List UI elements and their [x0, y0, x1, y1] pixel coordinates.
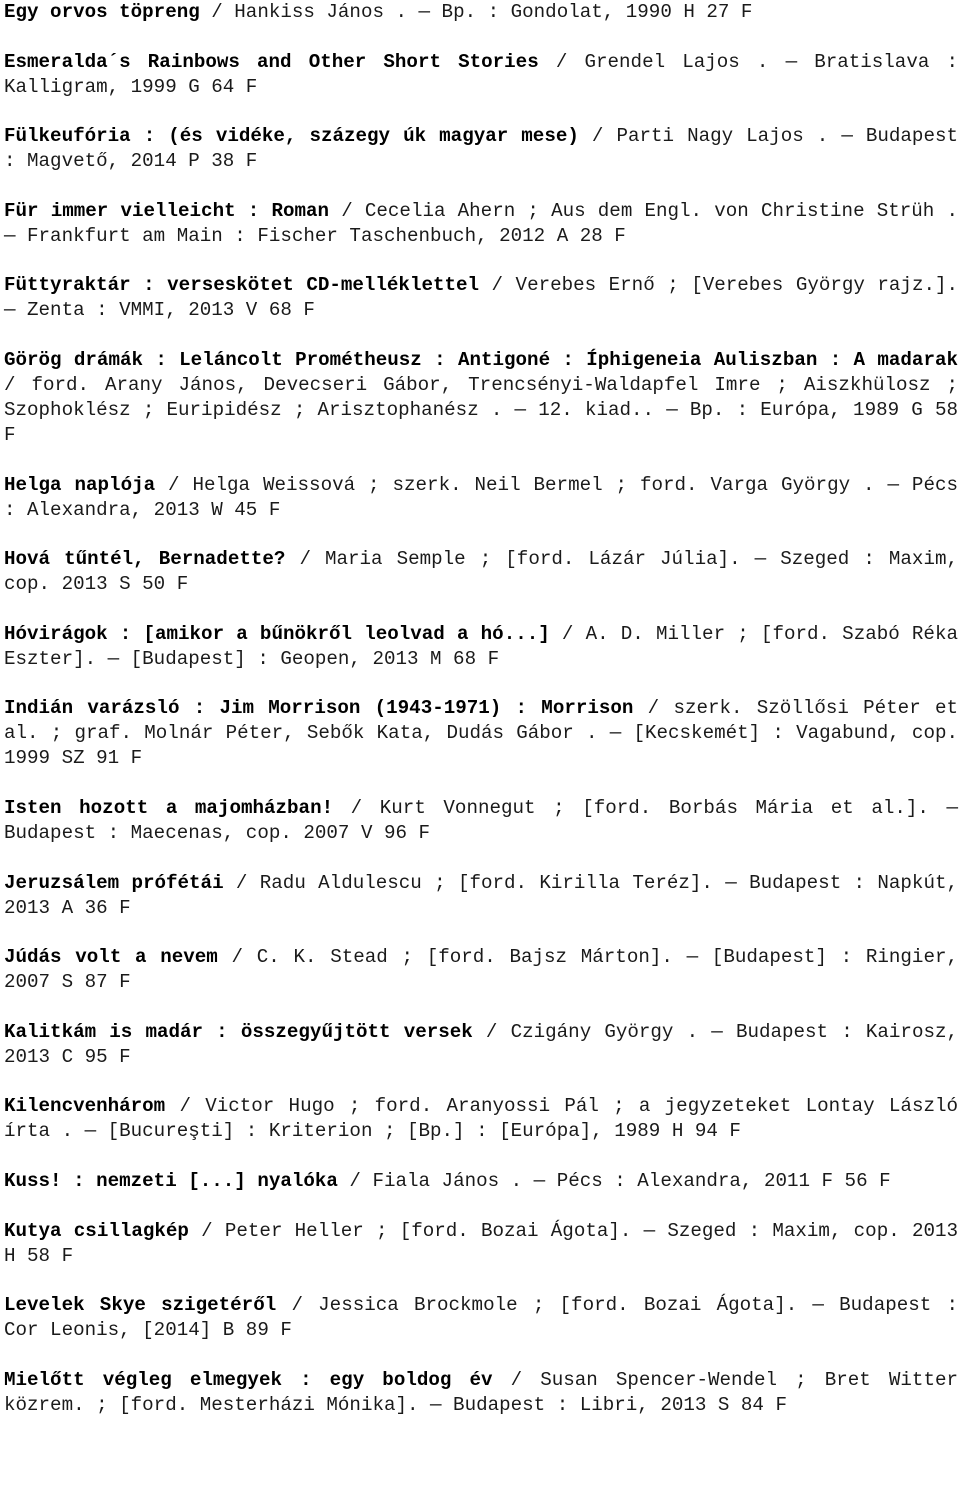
catalog-entry — [4, 696, 958, 771]
entry-title: Júdás volt a nevem — [4, 946, 218, 969]
entry-title: Fülkeufória : (és vidéke, százegy úk magyar mese) — [4, 125, 579, 148]
catalog-entry — [4, 945, 958, 995]
catalog-entry — [4, 50, 958, 100]
entry-title: Esmeralda´s Rainbows and Other Short Stories — [4, 50, 539, 73]
entry-details: / ford. Arany János, Devecseri Gábor, Trencsényi-Waldapfel Imre ; Aiszkhülosz ; Szophoklész ; Euripidész ; Arisztophanész . — 12. kiad.. — Bp. : Európa, 1989 G 58 F — [4, 373, 958, 446]
entry-details: / Kurt Vonnegut ; [ford. Borbás Mária et al.]. — Budapest : Maecenas, cop. 2007 V 96 F — [4, 796, 958, 844]
catalog-entry — [4, 1219, 958, 1269]
entry-details: / Fiala János . — Pécs : Alexandra, 2011 F 56 F — [337, 1169, 891, 1192]
entry-title: Isten hozott a majomházban! — [4, 796, 334, 819]
entry-details: / Susan Spencer-Wendel ; Bret Witter közrem. ; [ford. Mesterházi Mónika]. — Budapest : Libri, 2013 S 84 F — [4, 1368, 958, 1416]
entry-details: / C. K. Stead ; [ford. Bajsz Márton]. — [Budapest] : Ringier, 2007 S 87 F — [4, 946, 958, 994]
entry-details: / Cecelia Ahern ; Aus dem Engl. von Christine Strüh . — Frankfurt am Main : Fischer Taschenbuch, 2012 A 28 F — [4, 199, 959, 247]
catalog-entry — [4, 547, 958, 597]
catalog-entry — [4, 871, 958, 921]
entry-title: Jeruzsálem prófétái — [4, 871, 224, 894]
entry-title: Füttyraktár : verseskötet CD-melléklettel — [4, 274, 480, 297]
entry-title: Indián varázsló : Jim Morrison (1943-1971) : Morrison — [4, 697, 634, 720]
catalog-entry — [4, 1293, 958, 1343]
entry-details: / Maria Semple ; [ford. Lázár Júlia]. — Szeged : Maxim, cop. 2013 S 50 F — [4, 548, 958, 596]
entry-title: Kuss! : nemzeti [...] nyalóka — [4, 1169, 338, 1192]
entry-title: Mielőtt végleg elmegyek : egy boldog év — [4, 1368, 493, 1391]
entry-title: Levelek Skye szigetéről — [4, 1294, 277, 1317]
entry-title: Kalitkám is madár : összegyűjtött versek — [4, 1020, 473, 1043]
entry-details: / Grendel Lajos . — Bratislava : Kalligram, 1999 G 64 F — [4, 50, 958, 98]
entry-details: / Radu Aldulescu ; [ford. Kirilla Teréz]. — Budapest : Napkút, 2013 A 36 F — [4, 871, 958, 919]
entry-details: / Parti Nagy Lajos . — Budapest : Magvető, 2014 P 38 F — [4, 125, 958, 173]
catalog-entry — [4, 1368, 958, 1418]
entry-title: Kilencvenhárom — [4, 1095, 166, 1118]
entry-details: / Helga Weissová ; szerk. Neil Bermel ; ford. Varga György . — Pécs : Alexandra, 2013 W 45 F — [4, 473, 958, 521]
catalog-page — [4, 0, 958, 1442]
entry-title: Helga naplója — [4, 473, 156, 496]
entry-details: / Verebes Ernő ; [Verebes György rajz.]. — Zenta : VMMI, 2013 V 68 F — [4, 274, 959, 322]
catalog-entry — [4, 1169, 958, 1194]
entry-title: Hóvirágok : [amikor a bűnökről leolvad a hó...] — [4, 622, 550, 645]
entry-title: Kutya csillagkép — [4, 1219, 189, 1242]
entry-details: / Czigány György . — Budapest : Kairosz, 2013 C 95 F — [4, 1020, 958, 1068]
entry-details: / Peter Heller ; [ford. Bozai Ágota]. — Szeged : Maxim, cop. 2013 H 58 F — [4, 1219, 958, 1267]
entry-details: / szerk. Szöllősi Péter et al. ; graf. Molnár Péter, Sebők Kata, Dudás Gábor . — [Kecskemét] : Vagabund, cop. 1999 SZ 91 F — [4, 697, 958, 770]
entry-details: / Hankiss János . — Bp. : Gondolat, 1990 H 27 F — [199, 1, 753, 23]
catalog-entry — [4, 1094, 958, 1144]
catalog-entry — [4, 348, 958, 448]
entry-title: Egy orvos töpreng — [4, 1, 200, 23]
entry-details: / Jessica Brockmole ; [ford. Bozai Ágota]. — Budapest : Cor Leonis, [2014] B 89 F — [4, 1294, 958, 1342]
entry-details: / A. D. Miller ; [ford. Szabó Réka Eszter]. — [Budapest] : Geopen, 2013 M 68 F — [4, 622, 958, 670]
catalog-entry — [4, 273, 958, 323]
entry-title: Görög drámák : Leláncolt Prométheusz : Antigoné : Íphigeneia Auliszban : A madarak — [4, 348, 958, 371]
catalog-entry — [4, 124, 958, 174]
catalog-entry — [4, 473, 958, 523]
catalog-entry — [4, 1020, 958, 1070]
catalog-entry — [4, 622, 958, 672]
entry-title: Hová tűntél, Bernadette? — [4, 548, 286, 571]
entry-details: / Victor Hugo ; ford. Aranyossi Pál ; a jegyzeteket Lontay László írta . — [Bucureşti] : Kriterion ; [Bp.] : [Európa], 1989 H 94 F — [4, 1095, 958, 1143]
catalog-entry — [4, 199, 958, 249]
catalog-entry — [4, 796, 958, 846]
entry-title: Für immer vielleicht : Roman — [4, 199, 330, 222]
catalog-entry — [4, 0, 958, 25]
